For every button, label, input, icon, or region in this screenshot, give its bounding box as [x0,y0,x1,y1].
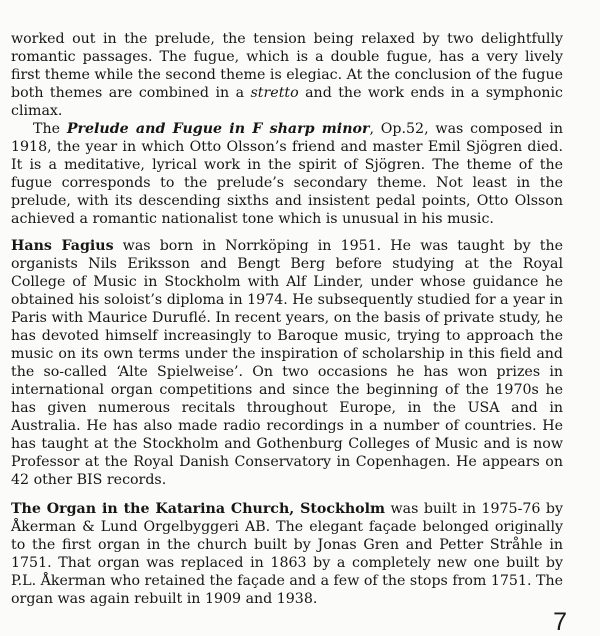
paragraph-katarina-organ [11,500,563,608]
organ-heading: The Organ in the Katarina Church, Stockholm [11,501,386,517]
body-text: was born in Norrköping in 1951. He was taught by the organists Nils Eriksson and Bengt Berg before studying at the Royal College of Music in Stockholm with Alf Linder, under whose guidance he obtained his soloist’s diploma in 1974. He subsequently studied for a year in Paris with Maurice Duruflé. In recent years, on the basis of private study, he has devoted himself increasingly to Baroque music, trying to approach the music on its own terms under the inspiration of scholarship in this field and the so-called ‘Alte Spielweise’. On two occasions he has won prizes in international organ competitions and since the beginning of the 1970s he has given numerous recitals throughout Europe, in the USA and in Australia. He has also made radio recordings in a number of countries. He has taught at the Stockholm and Gothenburg Colleges of Music and is now Professor at the Royal Danish Conservatory in Copenhagen. He appears on 42 other BIS records. [11,238,563,488]
body-text: and the work ends in a symphonic climax. [11,85,563,119]
page-number: 7 [553,608,567,636]
term-stretto: stretto [250,85,299,101]
body-text: was built in 1975-76 by Åkerman & Lund Orgelbyggeri AB. The elegant façade belonged originally to the first organ in the church built by Jonas Gren and Petter Stråhle in 1751. That organ was replaced in 1863 by a completely new one built by P.L. Åkerman who retained the façade and a few of the stops from 1751. The organ was again rebuilt in 1909 and 1938. [11,501,563,607]
work-title: Prelude and Fugue in F sharp minor [66,121,370,137]
body-text: The [33,121,67,137]
paragraph-hans-fagius-bio [11,237,563,489]
paragraph-prelude-f-sharp-minor [11,120,563,228]
body-text: , Op.52, was composed in 1918, the year in which Otto Olsson’s friend and master Emil Sjögren died. It is a meditative, lyrical work in the spirit of Sjögren. The theme of the fugue corresponds to the prelude’s secondary theme. Not least in the prelude, with its descending sixths and insistent pedal points, Otto Olsson achieved a romantic nationalist tone which is unusual in his music. [11,121,563,227]
body-text: worked out in the prelude, the tension being relaxed by two delightfully romantic passages. The fugue, which is a double fugue, has a very lively first theme while the second theme is elegiac. At the conclusion of the fugue both themes are combined in a [11,31,563,101]
artist-name: Hans Fagius [11,238,114,254]
paragraph-fugue-continuation [11,30,563,120]
